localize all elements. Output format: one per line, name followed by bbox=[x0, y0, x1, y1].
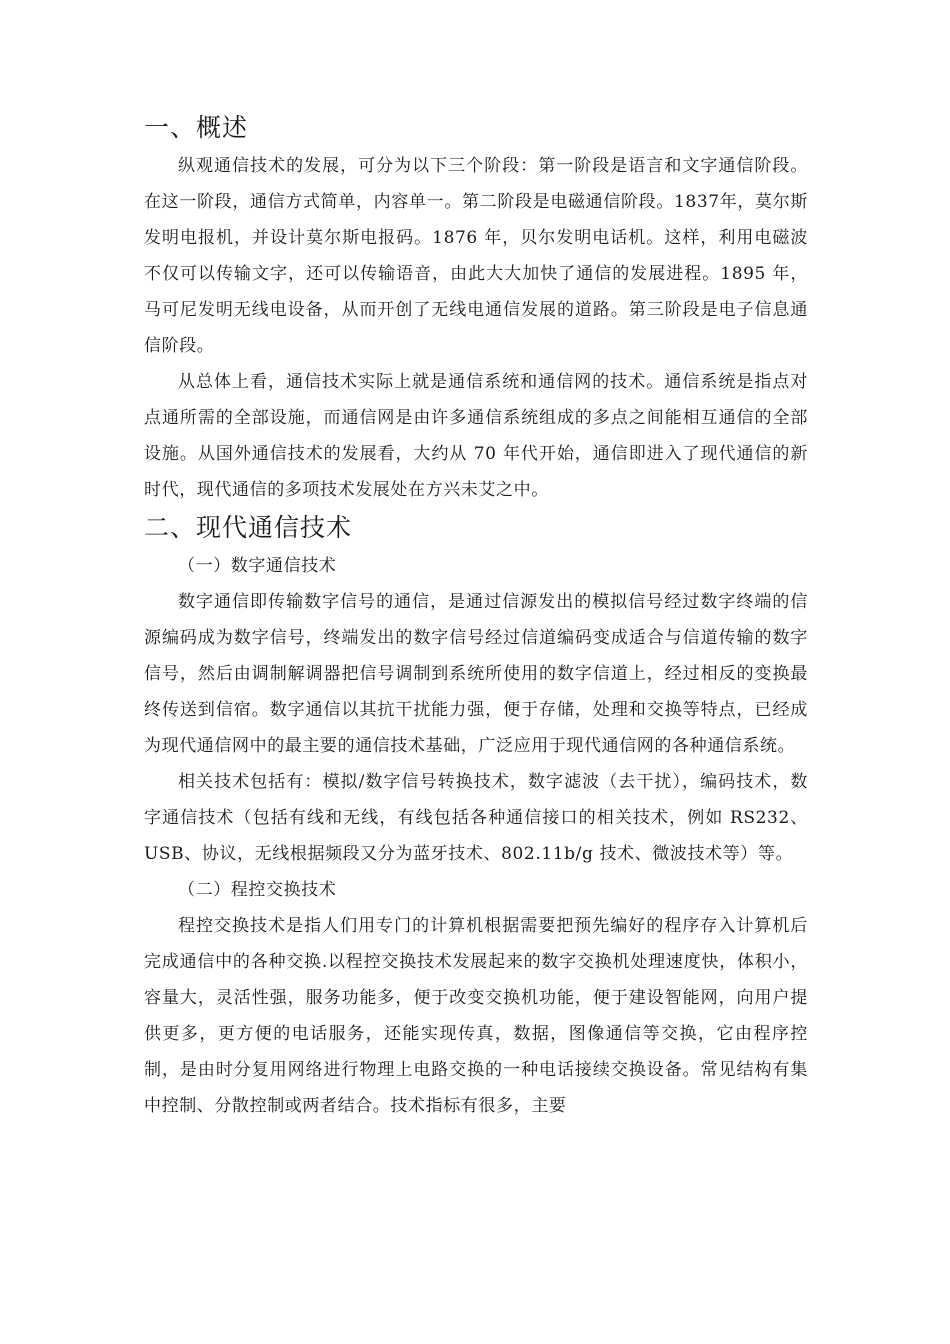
section-heading-modern: 二、现代通信技术 bbox=[144, 513, 353, 542]
subheading-switching: （二）程控交换技术 bbox=[178, 880, 337, 900]
section-heading-overview: 一、概述 bbox=[144, 113, 249, 142]
document-body bbox=[144, 108, 808, 1124]
paragraph-overview-1: 纵观通信技术的发展，可分为以下三个阶段：第一阶段是语言和文字通信阶段。在这一阶段，通信方式简单，内容单一。第二阶段是电磁通信阶段。1837年，莫尔斯发明电报机，并设计莫尔斯电报码。1876 年，贝尔发明电话机。这样，利用电磁波不仅可以传输文字，还可以传输语音，由此大大加快了通信的发展进程。1895 年，马可尼发明无线电设备，从而开创了无线电通信发展的道路。第三阶段是电子信息通信阶段。 bbox=[144, 156, 808, 356]
paragraph-switching-1: 程控交换技术是指人们用专门的计算机根据需要把预先编好的程序存入计算机后完成通信中的各种交换.以程控交换技术发展起来的数字交换机处理速度快，体积小，容量大，灵活性强，服务功能多，便于改变交换机功能，便于建设智能网，向用户提供更多，更方便的电话服务，还能实现传真，数据，图像通信等交换，它由程序控制，是由时分复用网络进行物理上电路交换的一种电话接续交换设备。常见结构有集中控制、分散控制或两者结合。技术指标有很多，主要 bbox=[144, 916, 808, 1116]
paragraph-digital-1: 数字通信即传输数字信号的通信，是通过信源发出的模拟信号经过数字终端的信源编码成为数字信号，终端发出的数字信号经过信道编码变成适合与信道传输的数字信号，然后由调制解调器把信号调制到系统所使用的数字信道上，经过相反的变换最终传送到信宿。数字通信以其抗干扰能力强，便于存储，处理和交换等特点，已经成为现代通信网中的最主要的通信技术基础，广泛应用于现代通信网的各种通信系统。 bbox=[144, 592, 808, 756]
paragraph-digital-2: 相关技术包括有：模拟/数字信号转换技术，数字滤波（去干扰），编码技术，数字通信技术（包括有线和无线，有线包括各种通信接口的相关技术，例如 RS232、USB、协议，无线根据频段又分为蓝牙技术、802.11b/g 技术、微波技术等）等。 bbox=[144, 772, 808, 864]
subheading-digital: （一）数字通信技术 bbox=[178, 556, 337, 576]
paragraph-overview-2: 从总体上看，通信技术实际上就是通信系统和通信网的技术。通信系统是指点对点通所需的全部设施，而通信网是由许多通信系统组成的多点之间能相互通信的全部设施。从国外通信技术的发展看，大约从 70 年代开始，通信即进入了现代通信的新时代，现代通信的多项技术发展处在方兴未艾之中。 bbox=[144, 372, 808, 500]
